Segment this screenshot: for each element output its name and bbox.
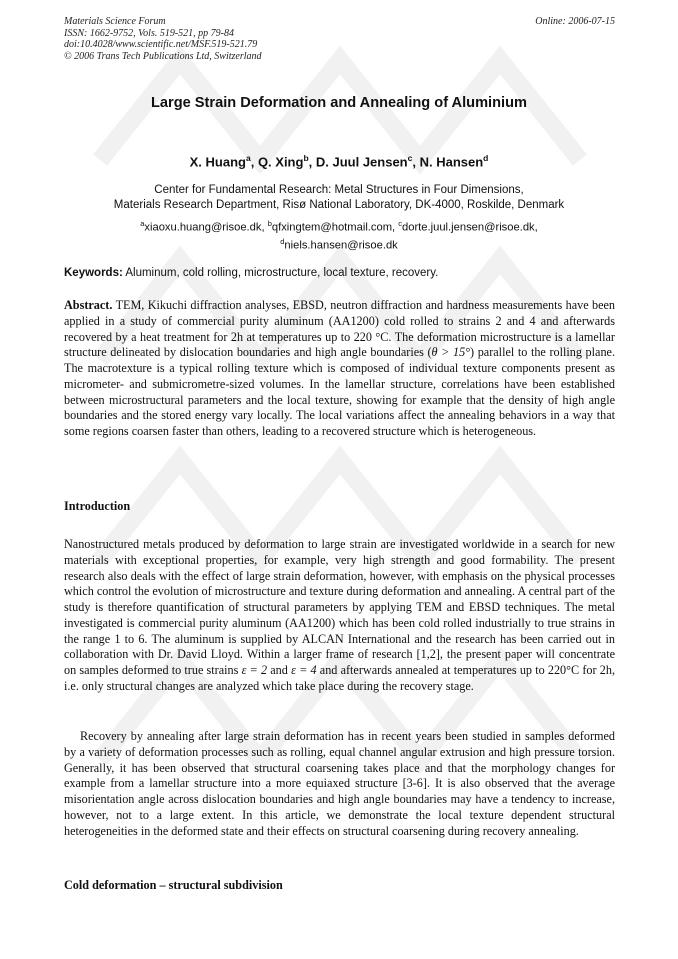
author-mark: d — [483, 153, 489, 163]
abstract-math: θ > 15° — [431, 345, 471, 360]
affiliation-line: Center for Fundamental Research: Metal Structures in Four Dimensions, — [154, 184, 524, 196]
author-mark: a — [245, 153, 251, 163]
author-name: Q. Xing — [257, 154, 304, 170]
email-mark: d — [280, 237, 285, 247]
affiliation-line: Materials Research Department, Risø National Laboratory, DK-4000, Roskilde, Denmark — [113, 198, 565, 211]
email-mark: a — [140, 219, 145, 228]
email-mark: b — [267, 219, 272, 228]
author-name: D. Juul Jensen — [315, 154, 408, 170]
intro-paragraph: Recovery by annealing after large strain deformation has in recent years been studied in samples deformed by a variety of deformation processes such as rolling, equal channel angular extrusion and high pressure torsion. Generally, it has been observed that structural coarsening takes place and that the morphology changes for example from a lamellar structure into a more equiaxed structure [3-6]. It is also observed that the average misorientation angle across dislocation boundaries and high angle boundaries may have a tendency to increase, however, not to a large extent. In this article, we demonstrate the local texture dependent structural heterogeneities in the deformed state and their effects on structural coarsening during recovery annealing. — [64, 729, 615, 838]
author-name: N. Hansen — [419, 154, 484, 170]
journal-name: Materials Science Forum — [64, 16, 166, 27]
author-list: X. Huang$^a$, Q. Xing$^b$, D. Juul Jensen$^c$, N. Hansen$^d$ — [189, 153, 489, 170]
intro-paragraph — [64, 537, 615, 695]
keywords-text: Aluminum, cold rolling, microstructure, local texture, recovery. — [125, 267, 439, 279]
strain-math: ε = 2 — [241, 663, 268, 677]
abstract — [64, 298, 615, 440]
section-heading-introduction: Introduction — [64, 499, 131, 513]
email-address[interactable]: qfxingtem@hotmail.com, — [271, 221, 396, 234]
abstract-text: TEM, Kikuchi diffraction analyses, EBSD, neutron diffraction and hardness measurements have been applied in a study of commercial purity aluminum (AA1200) cold rolled to strains 2 and 4 and afterwards recovered by a heat treatment for 2h at temperatures up to 220 °C. The deformation microstructure is a lamellar structure delineated by dislocation boundaries and high angle boundaries ( — [64, 298, 615, 360]
author-name: X. Huang — [189, 154, 246, 170]
email-mark: c — [398, 219, 403, 228]
email-address[interactable]: xiaoxu.huang@risoe.dk, — [144, 221, 265, 234]
strain-math: ε = 4 — [291, 663, 317, 677]
keywords — [64, 267, 616, 279]
intro-text: and — [267, 663, 292, 677]
journal-header — [64, 16, 394, 62]
journal-doi[interactable]: doi:10.4028/www.scientific.net/MSF.519-521.79 — [64, 39, 258, 51]
journal-issn: ISSN: 1662-9752, Vols. 519-521, pp 79-84 — [64, 27, 234, 39]
email-address[interactable]: niels.hansen@risoe.dk — [284, 239, 398, 252]
author-mark: c — [407, 153, 413, 163]
journal-copyright: © 2006 Trans Tech Publications Ltd, Switzerland — [64, 50, 262, 62]
email-list — [0, 217, 678, 253]
online-date: Online: 2006-07-15 — [535, 16, 615, 27]
abstract-text: ) parallel to the rolling plane. The macrotexture is a typical rolling texture which is composed of individual texture components present as micrometer- and submicrometre-sized volumes. In the lamellar structure, correlations have been established between microstructural parameters and the local texture, showing for example that the density of high angle boundaries and the stored energy vary locally. The local variations affect the annealing behaviors in a way that some regions coarsen faster than others, leading to a recovered structure which is heterogeneous. — [64, 345, 615, 438]
paper-title: Large Strain Deformation and Annealing of Aluminium — [151, 95, 527, 111]
keywords-label: Keywords: — [64, 267, 123, 279]
intro-text: Nanostructured metals produced by deformation to large strain are investigated worldwide in a search for new materials with exceptional properties, for example, very high strength and good formability. The present research also deals with the effect of large strain deformation, however, with emphasis on the physical processes which control the evolution of microstructure and texture during deformation and annealing. A central part of the study is therefore quantification of structural parameters by applying TEM and EBSD techniques. The metal investigated is commercial purity aluminum (AA1200) which has been cold rolled industrially to true strains in the range 1 to 6. The aluminum is supplied by ALCAN International and the research has been carried out in collaboration with Dr. David Lloyd. Within a larger frame of research [1,2], the present paper will concentrate on samples deformed to true strains — [64, 537, 615, 677]
abstract-label: Abstract. — [64, 298, 113, 312]
email-address[interactable]: dorte.juul.jensen@risoe.dk, — [402, 221, 538, 234]
author-mark: b — [303, 153, 309, 163]
intro-text: and afterwards annealed at temperatures up to 220°C for 2h, i.e. only structural changes are analyzed which take place during the recovery stage. — [64, 663, 615, 693]
section-heading-cold-deformation: Cold deformation – structural subdivision — [64, 878, 283, 892]
affiliation — [0, 183, 678, 212]
